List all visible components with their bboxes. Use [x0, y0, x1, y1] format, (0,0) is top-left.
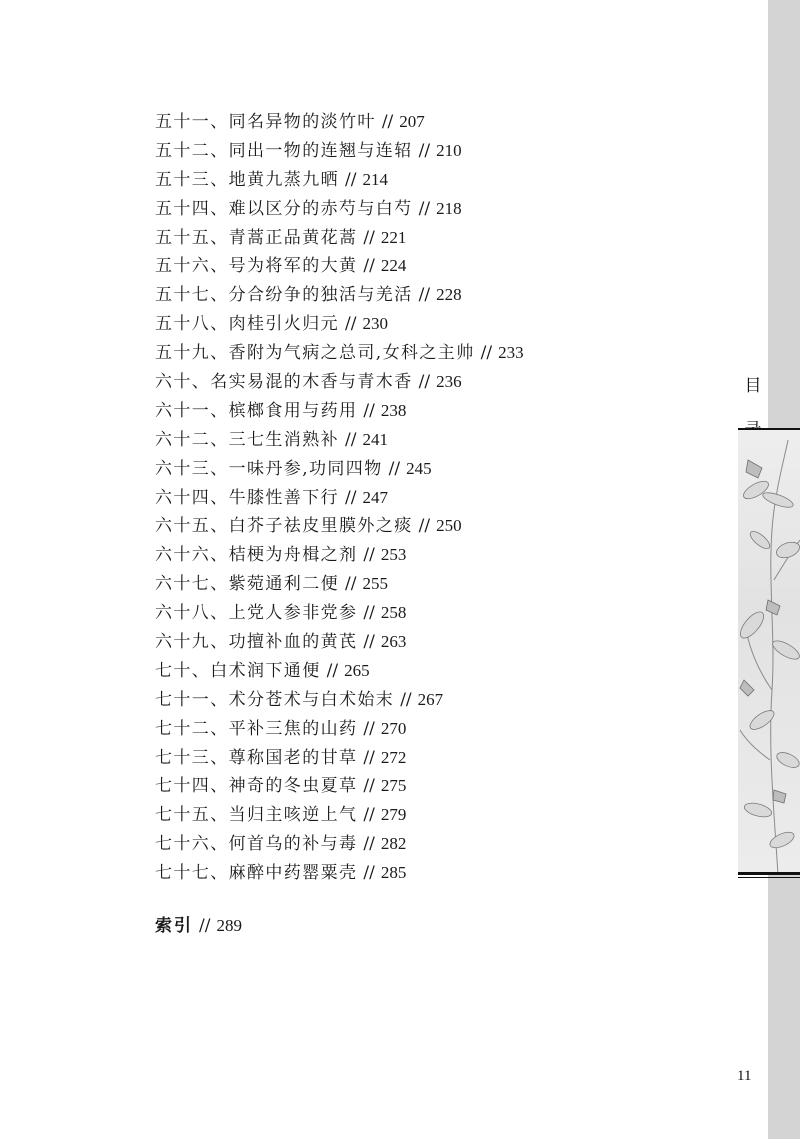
toc-entry-title: 六十六、桔梗为舟楫之剂 [155, 545, 358, 566]
toc-entry[interactable] [155, 772, 715, 801]
toc-entry-title: 五十七、分合纷争的独活与羌活 [155, 285, 413, 306]
toc-entry-page-number: 241 [362, 429, 388, 449]
toc-entry-separator: // [363, 227, 375, 248]
toc-entry-title: 六十四、牛膝性善下行 [155, 487, 339, 508]
toc-entry-separator: // [363, 256, 375, 277]
toc-entry-title: 五十一、同名异物的淡竹叶 [155, 112, 376, 132]
toc-entry[interactable] [155, 137, 715, 166]
toc-entry-separator: // [345, 487, 357, 508]
toc-entry-title: 七十一、术分苍术与白术始末 [155, 689, 395, 710]
toc-entry-title: 五十八、肉桂引火归元 [155, 314, 339, 335]
toc-entry-page-number: 236 [436, 372, 462, 392]
toc-entry-page-number: 214 [362, 169, 388, 189]
toc-entry-separator: // [363, 747, 375, 768]
toc-entry-page-number: 270 [380, 718, 407, 738]
toc-list [155, 108, 715, 888]
toc-entry-page-number: 247 [362, 487, 388, 507]
toc-entry-title: 五十四、难以区分的赤芍与白芍 [155, 198, 413, 219]
toc-entry-separator: // [381, 112, 394, 132]
toc-entry[interactable] [155, 512, 715, 541]
toc-entry-separator: // [363, 632, 375, 653]
toc-entry[interactable] [155, 166, 715, 195]
toc-entry-title: 五十二、同出一物的连翘与连轺 [155, 140, 413, 161]
toc-entry[interactable] [155, 368, 715, 397]
toc-entry-separator: // [326, 660, 339, 681]
toc-entry-page-number: 230 [362, 314, 388, 334]
toc-entry-page-number: 263 [380, 632, 407, 652]
toc-entry-title: 六十二、三七生消熟补 [155, 429, 339, 450]
toc-entry-title: 六十八、上党人参非党参 [155, 603, 358, 624]
toc-entry[interactable] [155, 628, 715, 657]
toc-entry-title: 六十三、一味丹参,功同四物 [155, 458, 383, 479]
toc-entry-page-number: 253 [380, 545, 407, 565]
toc-entry-title: 七十七、麻醉中药罂粟壳 [155, 863, 358, 884]
toc-entry-page-number: 279 [380, 805, 407, 825]
toc-entry-page-number: 218 [436, 198, 462, 218]
toc-entry[interactable] [155, 484, 715, 513]
toc-entry-title: 七十六、何首乌的补与毒 [155, 834, 358, 855]
toc-entry-page-number: 207 [399, 112, 425, 131]
toc-entry[interactable] [155, 195, 715, 224]
flower-illustration [738, 430, 800, 875]
toc-entry-title: 六十、名实易混的木香与青木香 [155, 372, 413, 393]
toc-entry[interactable] [155, 744, 715, 773]
toc-entry-title: 七十五、当归主咳逆上气 [155, 805, 358, 826]
toc-entry-separator: // [418, 285, 431, 306]
bottom-rule-thin [738, 877, 800, 878]
toc-entry-separator: // [363, 834, 375, 855]
toc-entry[interactable] [155, 397, 715, 426]
toc-entry-separator: // [363, 805, 375, 826]
toc-entry-title: 七十二、平补三焦的山药 [155, 718, 358, 739]
toc-entry[interactable] [155, 686, 715, 715]
toc-entry-title: 七十、白术润下通便 [155, 660, 321, 681]
toc-entry-title: 七十四、神奇的冬虫夏草 [155, 776, 358, 797]
toc-entry-separator: // [418, 372, 431, 393]
toc-entry[interactable] [155, 541, 715, 570]
toc-entry[interactable] [155, 830, 715, 859]
toc-entry-separator: // [418, 516, 431, 537]
toc-entry-separator: // [480, 343, 493, 364]
toc-entry-title: 五十五、青蒿正品黄花蒿 [155, 227, 358, 248]
toc-entry-page-number: 258 [380, 603, 407, 623]
toc-entry-page-number: 265 [344, 660, 370, 680]
toc-entry-title: 六十七、紫菀通利二便 [155, 574, 339, 595]
index-entry[interactable] [155, 912, 242, 940]
bottom-rule-thick [738, 872, 800, 875]
toc-entry[interactable] [155, 224, 715, 253]
toc-entry-page-number: 210 [436, 140, 462, 160]
toc-entry[interactable] [155, 252, 715, 281]
toc-entry-title: 六十五、白芥子祛皮里膜外之痰 [155, 516, 413, 537]
index-title: 索引 [155, 916, 193, 936]
toc-entry[interactable] [155, 657, 715, 686]
toc-entry-title: 六十一、槟榔食用与药用 [155, 400, 358, 421]
toc-entry-page-number: 228 [436, 285, 462, 305]
index-separator: // [199, 916, 211, 936]
toc-entry-separator: // [418, 198, 431, 219]
toc-entry-title: 七十三、尊称国老的甘草 [155, 747, 358, 768]
toc-entry-separator: // [345, 429, 357, 450]
toc-entry-page-number: 285 [380, 863, 407, 883]
toc-entry-page-number: 282 [380, 834, 407, 854]
toc-entry[interactable] [155, 310, 715, 339]
toc-entry-title: 六十九、功擅补血的黄芪 [155, 632, 358, 653]
index-page-number: 289 [216, 916, 242, 935]
toc-entry-page-number: 233 [498, 343, 524, 363]
toc-entry[interactable] [155, 108, 715, 137]
toc-entry[interactable] [155, 339, 715, 368]
toc-entry-page-number: 238 [380, 400, 407, 420]
toc-entry-separator: // [363, 603, 375, 624]
toc-entry[interactable] [155, 570, 715, 599]
toc-entry[interactable] [155, 455, 715, 484]
toc-entry-title: 五十六、号为将军的大黄 [155, 256, 358, 277]
toc-entry[interactable] [155, 801, 715, 830]
section-label-char-top: 目 [744, 376, 762, 396]
toc-entry[interactable] [155, 715, 715, 744]
toc-entry-page-number: 267 [417, 689, 444, 709]
toc-entry[interactable] [155, 859, 715, 888]
toc-entry-page-number: 221 [380, 227, 407, 247]
toc-entry-title: 五十三、地黄九蒸九晒 [155, 169, 339, 190]
toc-entry-separator: // [388, 458, 401, 479]
toc-entry-separator: // [363, 718, 375, 739]
flower-illustration-drawing [738, 430, 800, 875]
toc-entry-separator: // [345, 169, 357, 190]
toc-entry-separator: // [400, 689, 412, 710]
toc-entry-separator: // [363, 863, 375, 884]
toc-entry[interactable] [155, 426, 715, 455]
toc-entry-separator: // [418, 140, 431, 161]
toc-entry-page-number: 245 [406, 458, 432, 478]
toc-entry-separator: // [363, 776, 375, 797]
toc-entry-page-number: 250 [436, 516, 462, 536]
toc-entry[interactable] [155, 599, 715, 628]
toc-entry-separator: // [363, 545, 375, 566]
toc-entry-page-number: 224 [380, 256, 407, 276]
toc-entry-separator: // [345, 314, 357, 335]
toc-entry-page-number: 255 [362, 574, 388, 594]
toc-entry-separator: // [345, 574, 357, 595]
toc-entry[interactable] [155, 281, 715, 310]
toc-entry-title: 五十九、香附为气病之总司,女科之主帅 [155, 343, 475, 364]
toc-entry-separator: // [363, 400, 375, 421]
toc-entry-page-number: 275 [380, 776, 407, 796]
page-number: 11 [737, 1068, 752, 1084]
toc-entry-page-number: 272 [380, 747, 407, 767]
